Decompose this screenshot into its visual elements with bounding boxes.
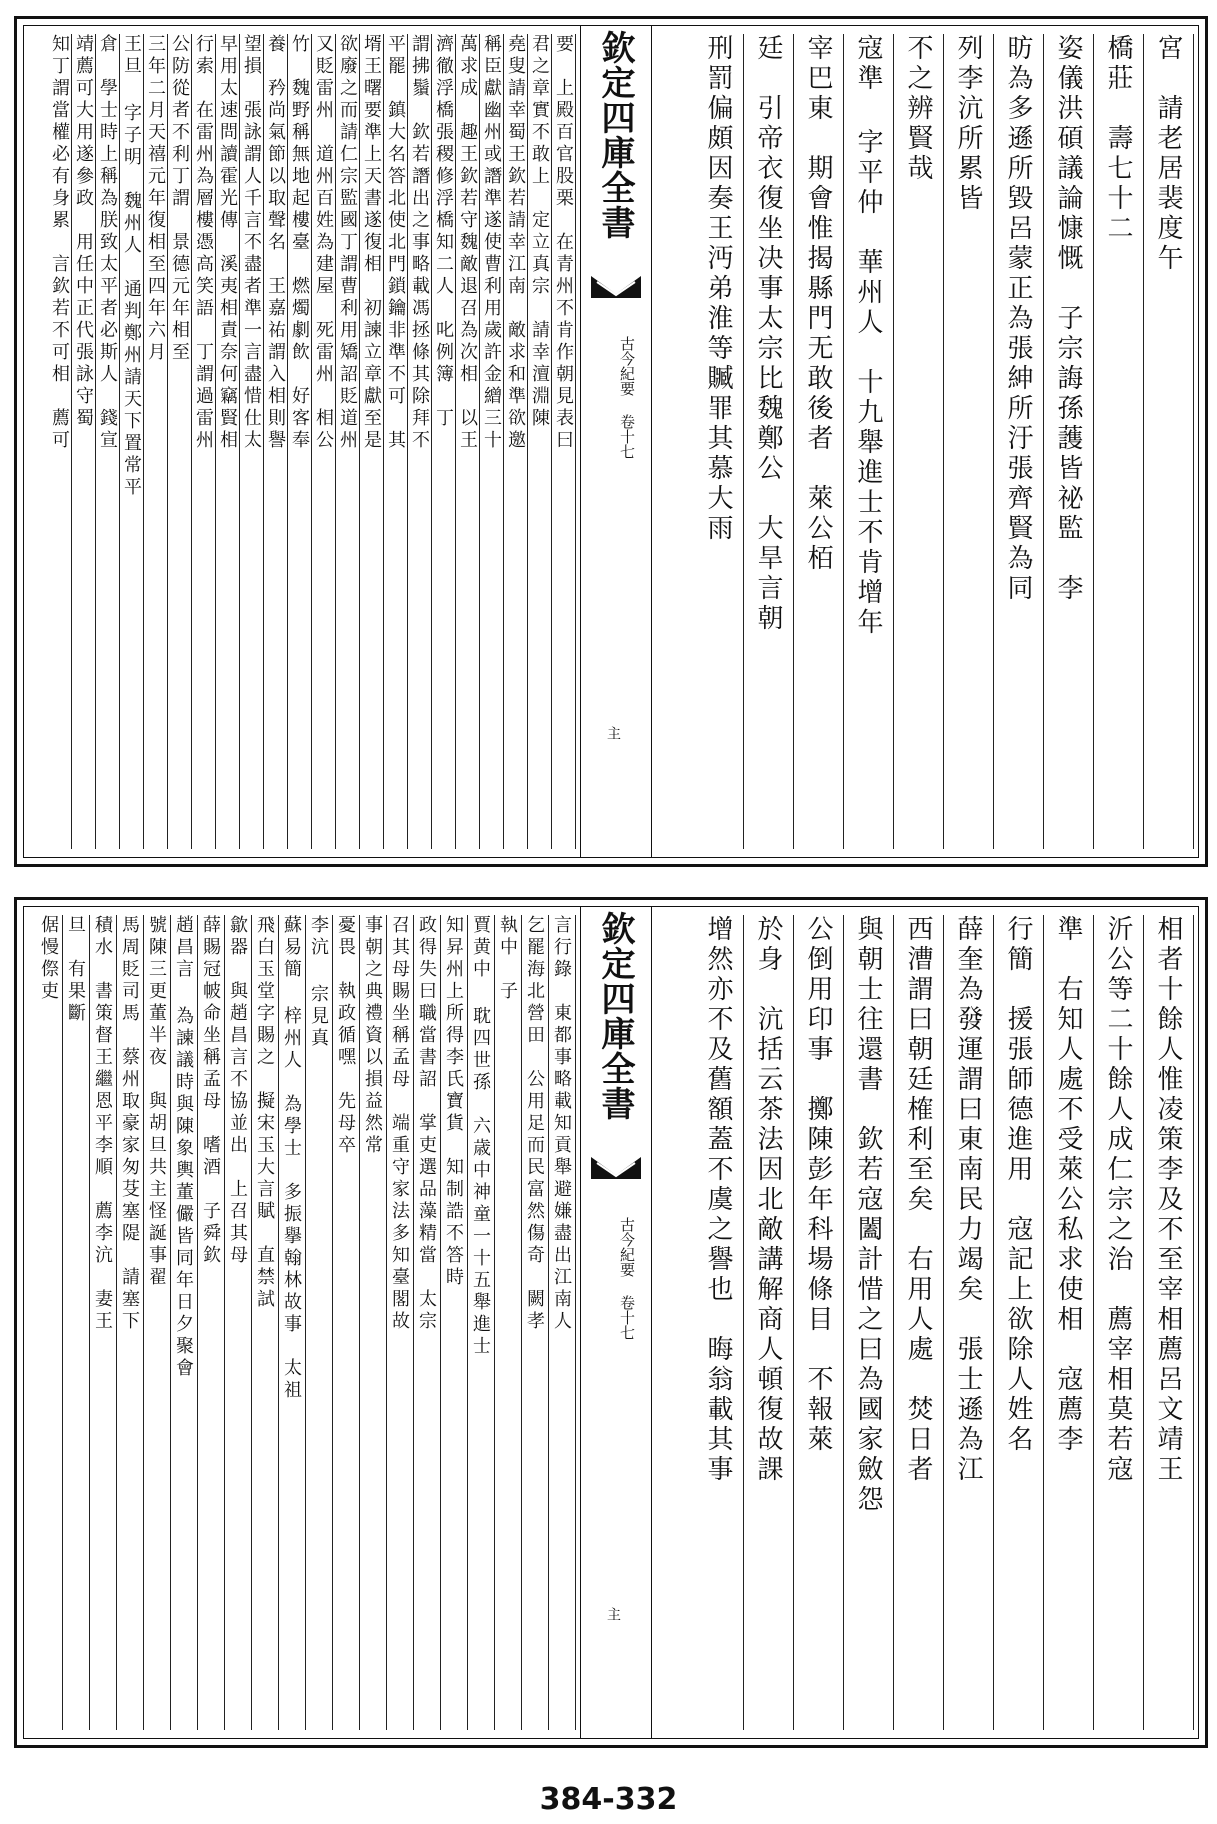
- text-column: 乞罷海北營田 公用足而民富然傷奇 闕孝: [522, 915, 549, 1730]
- text-column: 廷 引帝衣復坐决事太宗比魏鄭公 大旱言朝: [744, 34, 794, 849]
- text-column: 言行錄 東都事略載知貢舉避嫌盡出江南人: [549, 915, 576, 1730]
- text-column: 賈黄中 耽四世孫 六歳中神童一十五舉進士: [468, 915, 495, 1730]
- text-column: 橋莊 壽七十二: [1094, 34, 1144, 849]
- bottom-page-panel: [14, 897, 1208, 1748]
- text-column: 李沆 宗見真: [306, 915, 333, 1730]
- text-column: 倨慢傺吏: [36, 915, 63, 1730]
- text-column: 相者十餘人惟凌策李及不至宰相薦呂文靖王: [1144, 915, 1194, 1730]
- text-column: 要 上殿百官股栗 在青州不肯作朝見表曰: [552, 34, 576, 849]
- top-left-half: [24, 26, 580, 857]
- text-column: 養 矜尚氣節以取聲名 王嘉祐謂入相則譽: [264, 34, 288, 849]
- text-column: 與朝士往還書 欽若寇闔計惜之曰為國家斂怨: [844, 915, 894, 1730]
- top-right-half: [642, 26, 1198, 857]
- text-column: 稱臣獻幽州或譖準遂使曹利用歲許金繒三十: [480, 34, 504, 849]
- text-column: 薛賜冠帔命坐稱孟母 嗜酒 子舜欽: [198, 915, 225, 1730]
- text-column: 歙器 與趙昌言不協並出 上召其母: [225, 915, 252, 1730]
- text-column: 竹 魏野稱無地起樓臺 燃燭劇飲 好客奉: [288, 34, 312, 849]
- text-column: 刑罰偏頗因奏王沔弟淮等贓罪其慕大雨: [694, 34, 744, 849]
- text-column: 倉 學士時上稱為朕致太平者必斯人 錢宣: [96, 34, 120, 849]
- text-column: 欲廢之而請仁宗監國丁謂曹利用矯詔貶道州: [336, 34, 360, 849]
- fish-tail-ornament-icon: [591, 276, 641, 298]
- text-column: 沂公等二十餘人成仁宗之治 薦宰相莫若寇: [1094, 915, 1144, 1730]
- book-title: 欽定四庫全書: [595, 30, 635, 240]
- text-column: 壻王曙要準上天書遂復相 初諫立章獻至是: [360, 34, 384, 849]
- fish-tail-ornament-icon: [591, 1157, 641, 1179]
- text-column: 蘇易簡 梓州人 為學士 多振擧翰林故事 太祖: [279, 915, 306, 1730]
- text-column: 不之辨賢哉: [894, 34, 944, 849]
- text-column: 事朝之典禮資以損益然常: [360, 915, 387, 1730]
- text-column: 公防從者不利丁謂 景德元年相至: [168, 34, 192, 849]
- text-column: 謂拂鬚 欽若譖出之事略載馮拯條其除拜不: [408, 34, 432, 849]
- bottom-right-half: [642, 907, 1198, 1738]
- text-column: 知丁謂當權必有身累 言欽若不可相 薦可: [48, 34, 72, 849]
- text-column: 王旦 字子明 魏州人 通判鄭州請天下置常平: [120, 34, 144, 849]
- text-column: 趙昌言 為諫議時與陳象輿董儼皆同年日夕聚會: [171, 915, 198, 1730]
- text-column: 於身 沆括云茶法因北敵講解商人頓復故課: [744, 915, 794, 1730]
- text-column: 飛白玉堂字賜之 擬宋玉大言賦 直禁試: [252, 915, 279, 1730]
- top-page-panel: [14, 16, 1208, 867]
- text-column: 靖薦可大用遂參政 用任中正代張詠守蜀: [72, 34, 96, 849]
- text-column: 號陳三更董半夜 與胡旦共主怪誕事翟: [144, 915, 171, 1730]
- bottom-center-strip: [580, 907, 652, 1738]
- leaf-number: 主: [605, 1607, 621, 1621]
- top-page-frame: [23, 25, 1199, 858]
- text-column: 旦 有果斷: [63, 915, 90, 1730]
- text-column: 馬周貶司馬 蔡州取豪家匆芟塞隄 請塞下: [117, 915, 144, 1730]
- text-column: 召其母賜坐稱孟母 端重守家法多知臺閣故: [387, 915, 414, 1730]
- text-column: 望損 張詠謂人千言不盡者準一言盡惜仕太: [240, 34, 264, 849]
- book-title: 欽定四庫全書: [595, 911, 635, 1121]
- text-column: 列李沆所累皆: [944, 34, 994, 849]
- text-column: 宰巴東 期會惟揭縣門无敢後者 萊公栢: [794, 34, 844, 849]
- text-column: 萬求成 趣王欽若守魏敵退召為次相 以王: [456, 34, 480, 849]
- page-number: 384-332: [539, 1782, 678, 1817]
- text-column: 準 右知人處不受萊公私求使相 寇薦李: [1044, 915, 1094, 1730]
- volume-label: 古今紀要 卷十七: [618, 1217, 636, 1340]
- text-column: 平罷 鎮大名答北使北門鎖鑰非準不可 其: [384, 34, 408, 849]
- text-column: 憂畏 執政循嘿 先母卒: [333, 915, 360, 1730]
- text-column: 堯叟請幸蜀王欽若請幸江南 敵求和準欲邀: [504, 34, 528, 849]
- volume-label: 古今紀要 卷十七: [618, 336, 636, 459]
- text-column: 西漕謂曰朝廷榷利至矣 右用人處 焚日者: [894, 915, 944, 1730]
- text-column: 寇準 字平仲 華州人 十九舉進士不肯增年: [844, 34, 894, 849]
- bottom-left-half: [24, 907, 580, 1738]
- text-column: 公倒用印事 擲陳彭年科場條目 不報萊: [794, 915, 844, 1730]
- bottom-page-frame: [23, 906, 1199, 1739]
- text-column: 增然亦不及舊額蓋不虞之譽也 晦翁載其事: [694, 915, 744, 1730]
- text-column: 宮 請老居裴度午: [1144, 34, 1194, 849]
- text-column: 薛奎為發運謂曰東南民力竭矣 張士遜為江: [944, 915, 994, 1730]
- top-center-strip: [580, 26, 652, 857]
- text-column: 執中 子: [495, 915, 522, 1730]
- text-column: 行簡 援張師德進用 寇記上欲除人姓名: [994, 915, 1044, 1730]
- text-column: 君之章實不敢上 定立真宗 請幸澶淵陳: [528, 34, 552, 849]
- text-column: 政得失曰職當書詔 掌吏選品藻精當 太宗: [414, 915, 441, 1730]
- text-column: 昉為多遜所毀呂蒙正為張紳所汙張齊賢為同: [994, 34, 1044, 849]
- text-column: 早用太速問讀霍光傳 溪夷相責奈何竊賢相: [216, 34, 240, 849]
- leaf-number: 主: [605, 726, 621, 740]
- text-column: 知昇州上所得李氏寶貨 知制誥不答時: [441, 915, 468, 1730]
- text-column: 三年二月天禧元年復相至四年六月: [144, 34, 168, 849]
- text-column: 又貶雷州 道州百姓為建屋 死雷州 相公: [312, 34, 336, 849]
- text-column: 積水 書策督王繼恩平李順 薦李沆 妻王: [90, 915, 117, 1730]
- text-column: 行索 在雷州為層樓憑高笑語 丁謂過雷州: [192, 34, 216, 849]
- text-column: 姿儀洪碩議論慷慨 子宗誨孫䕶皆祕監 李: [1044, 34, 1094, 849]
- text-column: 濟徹浮橋張稷修浮橋知二人 叱例簿 丁: [432, 34, 456, 849]
